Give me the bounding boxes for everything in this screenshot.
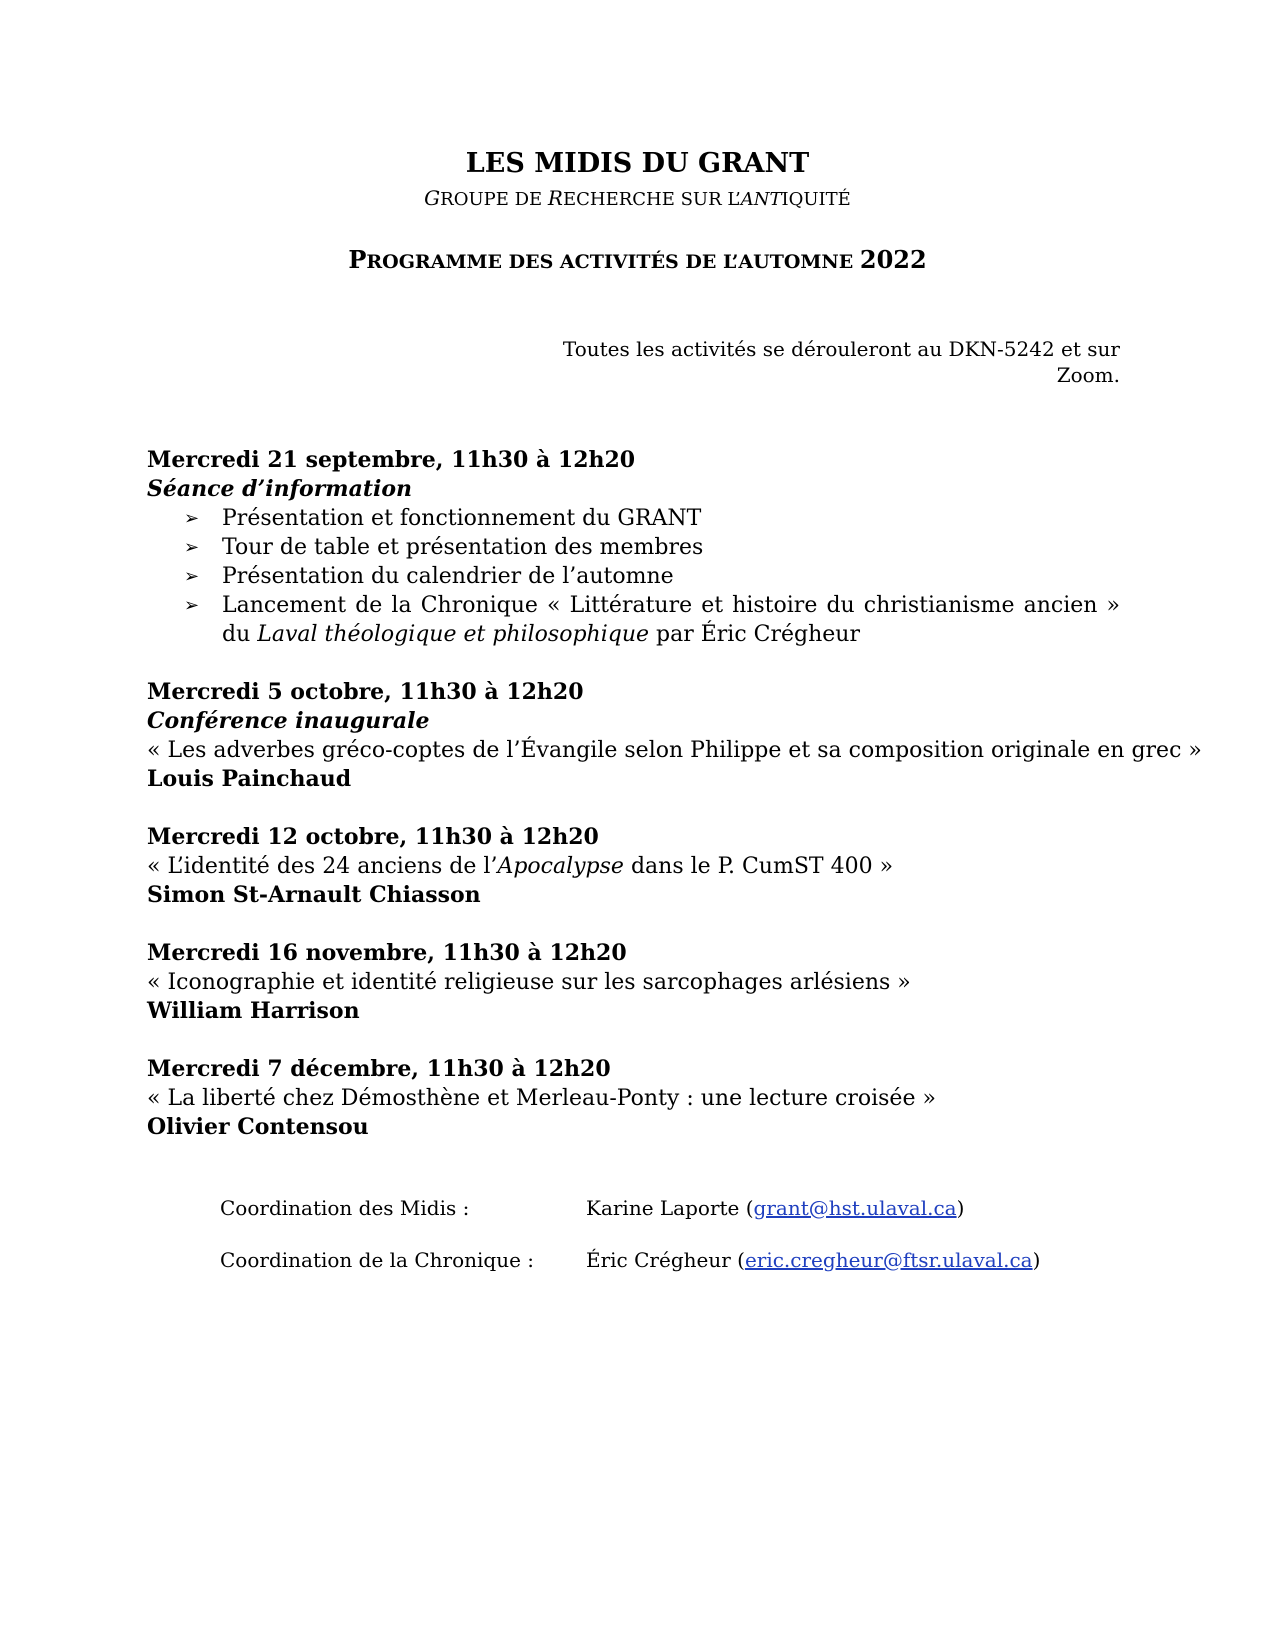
agenda-item: ➢ Tour de table et présentation des membres xyxy=(184,535,704,560)
email-link[interactable]: eric.cregheur@ftsr.ulaval.ca xyxy=(744,1248,1033,1272)
coordination-label: Coordination des Midis : xyxy=(220,1196,470,1220)
agenda-item: ➢ Présentation du calendrier de l’automne xyxy=(184,564,674,589)
event-type: Conférence inaugurale xyxy=(147,708,430,734)
event-title: « Les adverbes gréco-coptes de l’Évangile selon Philippe et sa composition originale en grec » xyxy=(147,738,1202,763)
event-date: Mercredi 5 octobre, 11h30 à 12h20 xyxy=(147,679,584,705)
events-list xyxy=(147,446,1202,1171)
event-item xyxy=(147,1055,1120,1142)
program-heading: PROGRAMME DES ACTIVITÉS DE L’AUTOMNE 2022 xyxy=(348,245,927,274)
event-speaker: William Harrison xyxy=(147,998,360,1024)
event-item xyxy=(147,678,1202,794)
event-speaker: Simon St-Arnault Chiasson xyxy=(147,882,481,908)
arrowhead-bullet-icon: ➢ xyxy=(184,537,200,558)
arrowhead-bullet-icon: ➢ xyxy=(184,566,200,587)
agenda-list xyxy=(147,504,1120,649)
event-speaker: Louis Painchaud xyxy=(147,766,352,792)
location-note: Toutes les activités se dérouleront au DKN-5242 et sur Zoom. xyxy=(562,337,1120,387)
event-speaker: Olivier Contensou xyxy=(147,1114,369,1140)
arrowhead-bullet-icon: ➢ xyxy=(184,508,200,529)
event-item xyxy=(147,939,1120,1026)
coordination-label: Coordination de la Chronique : xyxy=(220,1248,535,1272)
event-type: Séance d’information xyxy=(147,476,413,502)
document-subtitle: GROUPE DE RECHERCHE SUR L’ANTIQUITÉ xyxy=(424,186,851,210)
event-date: Mercredi 7 décembre, 11h30 à 12h20 xyxy=(147,1056,611,1082)
document-title: LES MIDIS DU GRANT xyxy=(465,148,810,179)
arrowhead-bullet-icon: ➢ xyxy=(184,595,200,616)
event-title: « Iconographie et identité religieuse sur les sarcophages arlésiens » xyxy=(147,970,911,995)
event-item xyxy=(147,446,1120,649)
event-date: Mercredi 12 octobre, 11h30 à 12h20 xyxy=(147,824,599,850)
agenda-item: ➢ Présentation et fonctionnement du GRANT xyxy=(184,506,702,531)
event-item xyxy=(147,823,1120,910)
event-title: « La liberté chez Démosthène et Merleau-Ponty : une lecture croisée » xyxy=(147,1086,936,1111)
event-date: Mercredi 16 novembre, 11h30 à 12h20 xyxy=(147,940,627,966)
coordination-contact: Éric Crégheur (eric.cregheur@ftsr.ulaval.ca) xyxy=(586,1248,1041,1272)
agenda-item: ➢ Lancement de la Chronique « Littérature et histoire du christianisme ancien » du Laval théologique et philosophique par Éric Crégheur xyxy=(184,593,1120,647)
coordination-contact: Karine Laporte (grant@hst.ulaval.ca) xyxy=(586,1196,965,1220)
event-title: « L’identité des 24 anciens de l’Apocalypse dans le P. CumST 400 » xyxy=(147,854,894,879)
email-link[interactable]: grant@hst.ulaval.ca xyxy=(753,1196,957,1220)
event-date: Mercredi 21 septembre, 11h30 à 12h20 xyxy=(147,447,636,473)
